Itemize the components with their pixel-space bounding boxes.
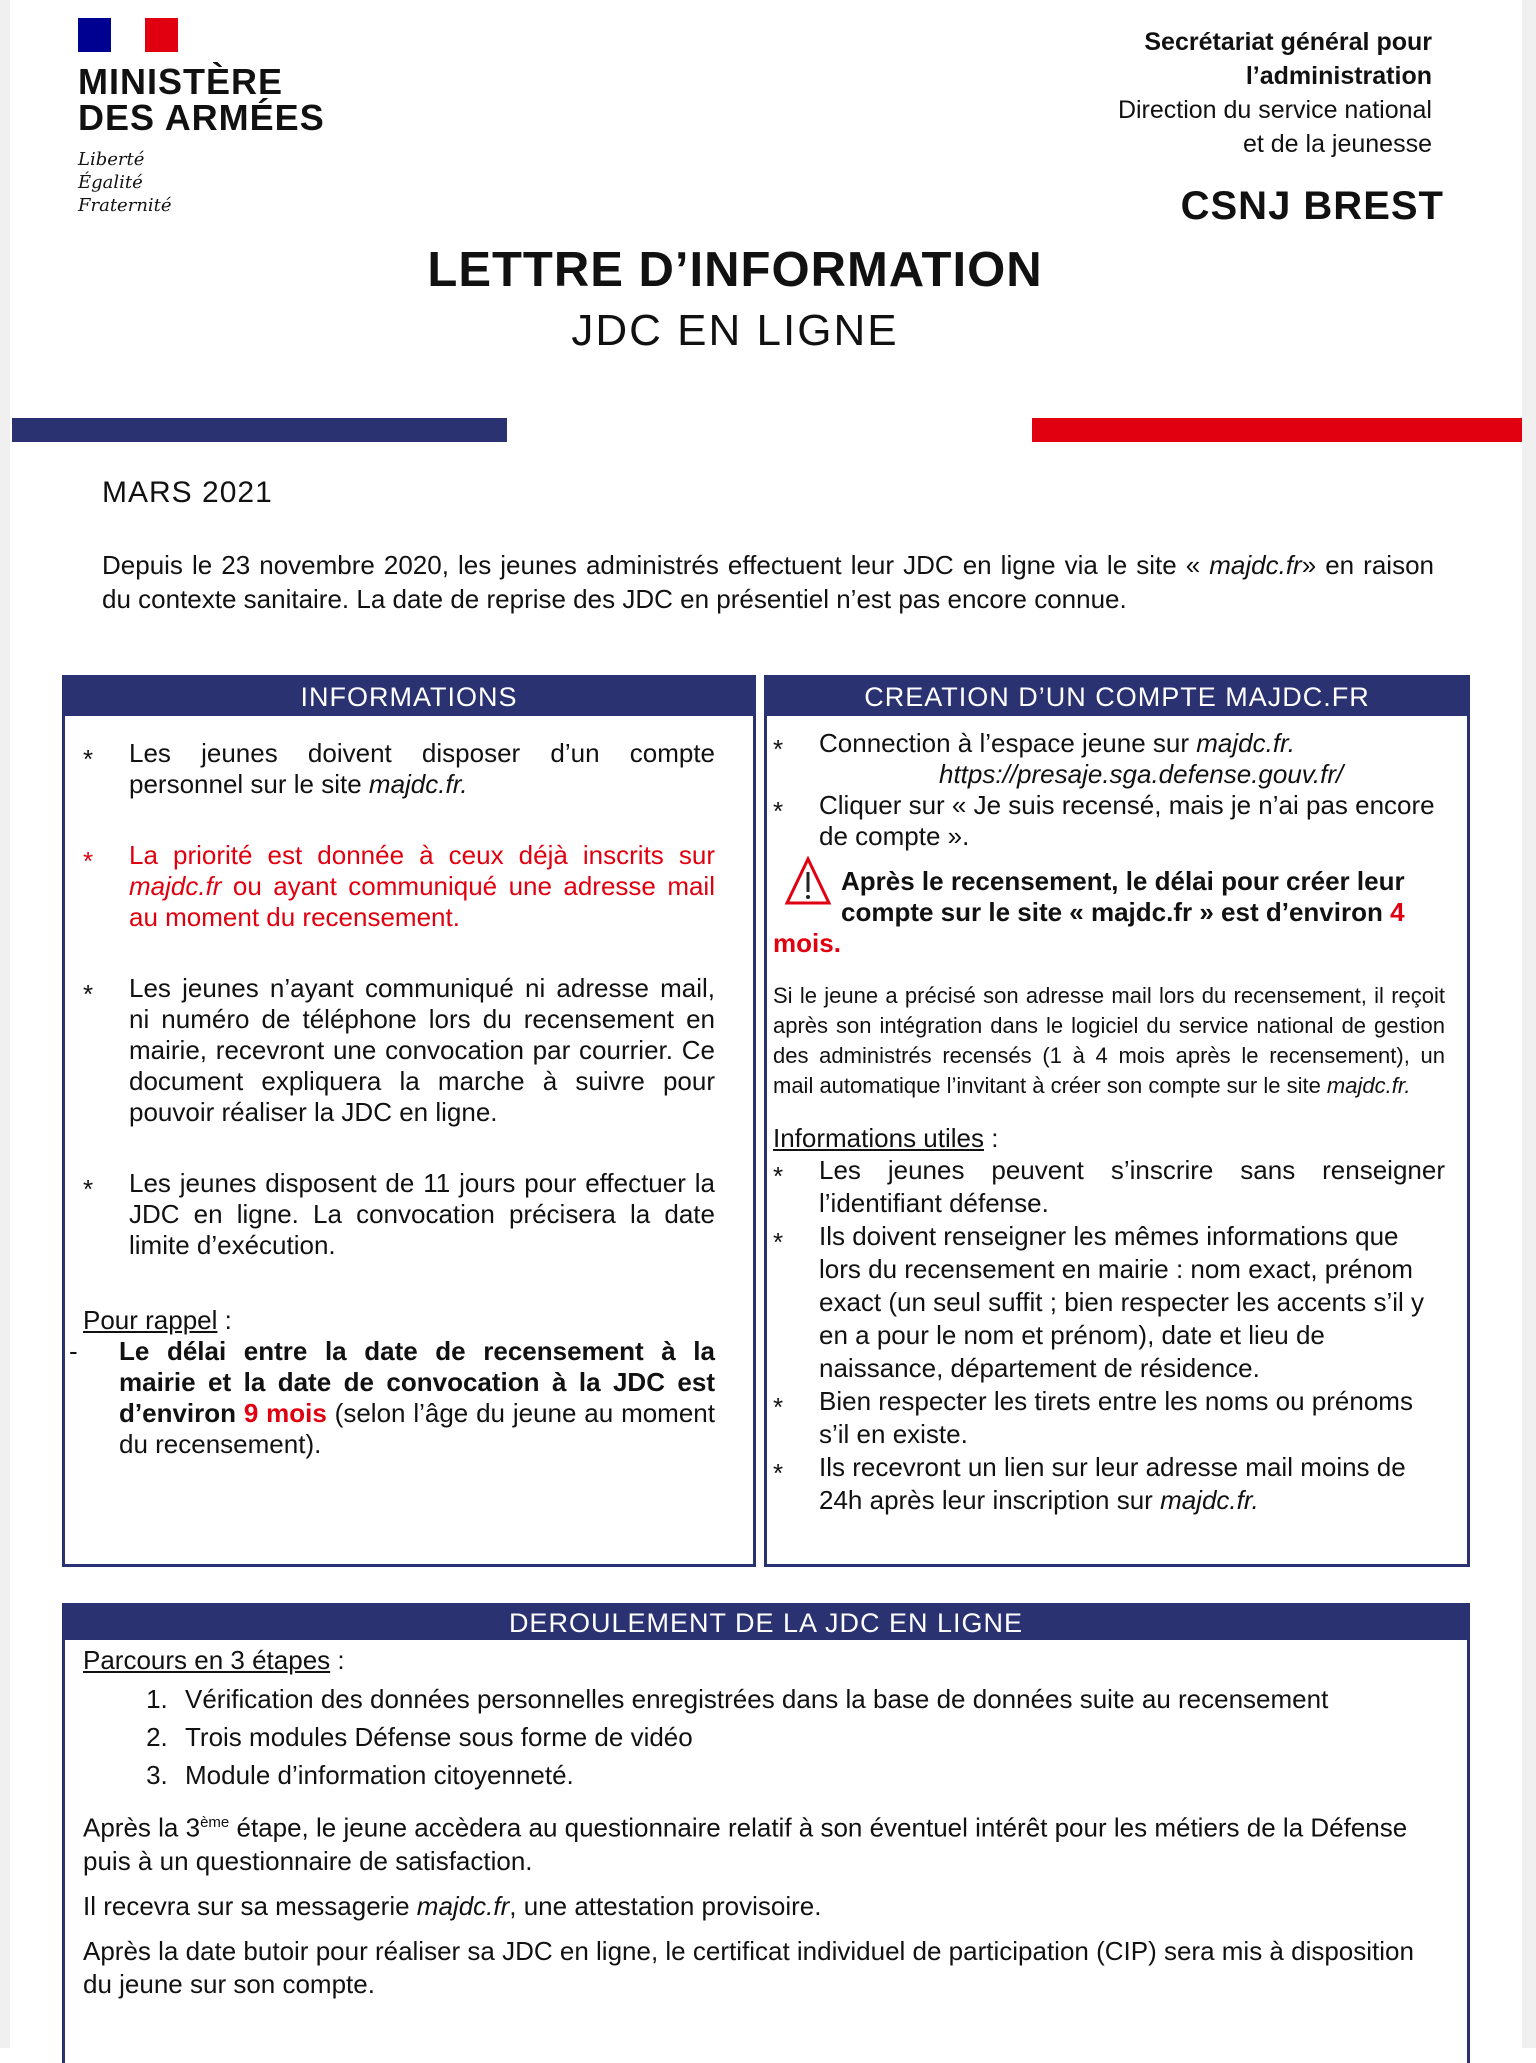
item-text: Les jeunes doivent disposer d’un compte personnel sur le site bbox=[129, 738, 715, 799]
useful-colon: : bbox=[983, 1123, 999, 1153]
intro-after: » en raison du contexte sanitaire. La date de reprise des JDC en présentiel n’est pas encore connue. bbox=[102, 550, 1434, 614]
rappel-duration: 9 mois bbox=[243, 1398, 327, 1428]
list-item bbox=[773, 728, 1445, 790]
sender-line-1: Secrétariat général pour bbox=[1144, 28, 1432, 56]
useful-heading-line bbox=[773, 1123, 1445, 1154]
site-name: majdc.fr. bbox=[1326, 1073, 1411, 1098]
parcours-colon: : bbox=[330, 1645, 345, 1675]
deroulement-box bbox=[62, 1603, 1470, 2063]
site-name: majdc.fr. bbox=[1160, 1485, 1259, 1515]
step-item: 3. Module d’information citoyenneté. bbox=[175, 1756, 1449, 1794]
motto-fraternite: Fraternité bbox=[78, 195, 172, 216]
warning-notice bbox=[773, 866, 1445, 959]
rappel-heading: Pour rappel bbox=[83, 1305, 218, 1335]
steps-list bbox=[83, 1680, 1449, 1794]
intro-before: Depuis le 23 novembre 2020, les jeunes administrés effectuent leur JDC en ligne via le site « bbox=[102, 550, 1210, 580]
sender-line-3: Direction du service national bbox=[1117, 96, 1432, 124]
site-name: majdc.fr. bbox=[1196, 728, 1295, 758]
informations-heading: INFORMATIONS bbox=[65, 678, 753, 716]
list-item: * Les jeunes disposent de 11 jours pour effectuer la JDC en ligne. La convocation précisera la date limite d’exécution. bbox=[83, 1168, 715, 1261]
ministry-line-1: MINISTÈRE bbox=[78, 61, 284, 102]
title-main: LETTRE D’INFORMATION bbox=[427, 243, 1043, 297]
list-item-priority bbox=[83, 840, 715, 933]
rappel-text bbox=[83, 1336, 715, 1460]
para-start: Après la 3 bbox=[83, 1812, 201, 1843]
para-rest: étape, le jeune accèdera au questionnaire relatif à son éventuel intérêt pour les métiers de la Défense puis à un questionnaire de satisfaction. bbox=[83, 1812, 1408, 1876]
useful-list bbox=[773, 1154, 1445, 1517]
creation-heading: CREATION D’UN COMPTE MAJDC.FR bbox=[767, 678, 1467, 716]
ministry-line-2: DES ARMÉES bbox=[78, 97, 325, 138]
list-item: * Ils doivent renseigner les mêmes informations que lors du recensement en mairie : nom exact, prénom exact (un seul suffit ; bien respecter les accents s’il y en a pour le nom et prénom), date et lieu de naissance, département de résidence. bbox=[773, 1220, 1445, 1385]
step-item: 2. Trois modules Défense sous forme de vidéo bbox=[175, 1718, 1449, 1756]
parcours-heading-line bbox=[83, 1644, 1449, 1676]
sender-block bbox=[1118, 25, 1432, 161]
intro-site-link: majdc.fr bbox=[1209, 550, 1302, 580]
site-name: majdc.fr. bbox=[368, 769, 468, 799]
item-text-rest: ou ayant communiqué une adresse mail au moment du recensement. bbox=[129, 871, 715, 932]
item-text: La priorité est donnée à ceux déjà inscrits sur bbox=[129, 840, 715, 870]
rappel-colon: : bbox=[217, 1305, 232, 1335]
list-item bbox=[83, 738, 715, 800]
list-item: * Les jeunes n’ayant communiqué ni adresse mail, ni numéro de téléphone lors du recensement en mairie, recevront une convocation par courrier. Ce document expliquera la marche à suivre pour pouvoir réaliser la JDC en ligne. bbox=[83, 973, 715, 1128]
document-title bbox=[0, 238, 1536, 358]
para-start: Il recevra sur sa messagerie bbox=[83, 1890, 417, 1921]
creation-box bbox=[764, 675, 1470, 1567]
presaje-url: https://presaje.sga.defense.gouv.fr/ bbox=[939, 759, 1344, 789]
list-item: * Les jeunes peuvent s’inscrire sans renseigner l’identifiant défense. bbox=[773, 1154, 1445, 1220]
creation-steps bbox=[773, 728, 1445, 852]
rappel-bold: Le délai entre la date de recensement à la mairie et la date de convocation à la JDC est d’environ bbox=[119, 1336, 715, 1428]
informations-list bbox=[83, 738, 715, 1261]
decorative-bar-red bbox=[1032, 418, 1522, 442]
certificate-paragraph: Après la date butoir pour réaliser sa JDC en ligne, le certificat individuel de participation (CIP) sera mis à disposition du jeune sur son compte. bbox=[83, 1935, 1414, 1999]
rappel-rest: (selon l’âge du jeune au moment du recensement). bbox=[119, 1398, 715, 1459]
office-name: CSNJ BREST bbox=[1180, 184, 1444, 228]
attestation-paragraph bbox=[83, 1890, 1449, 1923]
intro-paragraph bbox=[102, 548, 1434, 616]
item-text: Ils recevront un lien sur leur adresse mail moins de 24h après leur inscription sur bbox=[819, 1452, 1406, 1515]
useful-heading: Informations utiles bbox=[773, 1123, 984, 1153]
site-name: majdc.fr bbox=[129, 871, 222, 901]
warning-end: . bbox=[833, 928, 841, 958]
french-flag-icon bbox=[78, 18, 178, 52]
sender-line-4: et de la jeunesse bbox=[1242, 130, 1432, 158]
list-item: * Cliquer sur « Je suis recensé, mais je n’ai pas encore de compte ». bbox=[773, 790, 1445, 852]
ministry-name bbox=[78, 61, 325, 138]
title-sub: JDC EN LIGNE bbox=[571, 306, 899, 355]
para-rest: , une attestation provisoire. bbox=[509, 1890, 822, 1921]
motto-liberte: Liberté bbox=[78, 149, 145, 170]
rappel-heading-line bbox=[83, 1305, 715, 1336]
deroulement-heading: DEROULEMENT DE LA JDC EN LIGNE bbox=[65, 1606, 1467, 1640]
informations-box bbox=[62, 675, 756, 1567]
decorative-bar-blue bbox=[12, 418, 507, 442]
list-item: * Bien respecter les tirets entre les noms ou prénoms s’il en existe. bbox=[773, 1385, 1445, 1451]
ministry-logo bbox=[78, 18, 325, 217]
parcours-heading: Parcours en 3 étapes bbox=[83, 1645, 331, 1675]
motto-egalite: Égalité bbox=[78, 172, 143, 193]
republic-motto bbox=[78, 148, 325, 217]
warning-duration: 4 mois bbox=[773, 897, 1405, 958]
step-item: 1. Vérification des données personnelles enregistrées dans la base de données suite au recensement bbox=[175, 1680, 1449, 1718]
sender-line-2: l’administration bbox=[1245, 62, 1432, 90]
site-name: majdc.fr bbox=[416, 1890, 510, 1921]
questionnaire-paragraph bbox=[83, 1806, 1449, 1878]
info-text: Si le jeune a précisé son adresse mail lors du recensement, il reçoit après son intégration dans le logiciel du service national de gestion des administrés recensés (1 à 4 mois après le recensement), un mail automatique l’invitant à créer son compte sur le site bbox=[773, 983, 1445, 1098]
warning-triangle-icon bbox=[785, 856, 831, 906]
letter-date: MARS 2021 bbox=[102, 476, 273, 509]
step-text: Connection à l’espace jeune sur bbox=[819, 728, 1197, 758]
info-paragraph bbox=[773, 981, 1445, 1101]
list-item bbox=[773, 1451, 1445, 1517]
ordinal-suffix: ème bbox=[200, 1814, 230, 1831]
warning-text: Après le recensement, le délai pour créer leur compte sur le site « majdc.fr » est d’environ bbox=[841, 866, 1405, 927]
